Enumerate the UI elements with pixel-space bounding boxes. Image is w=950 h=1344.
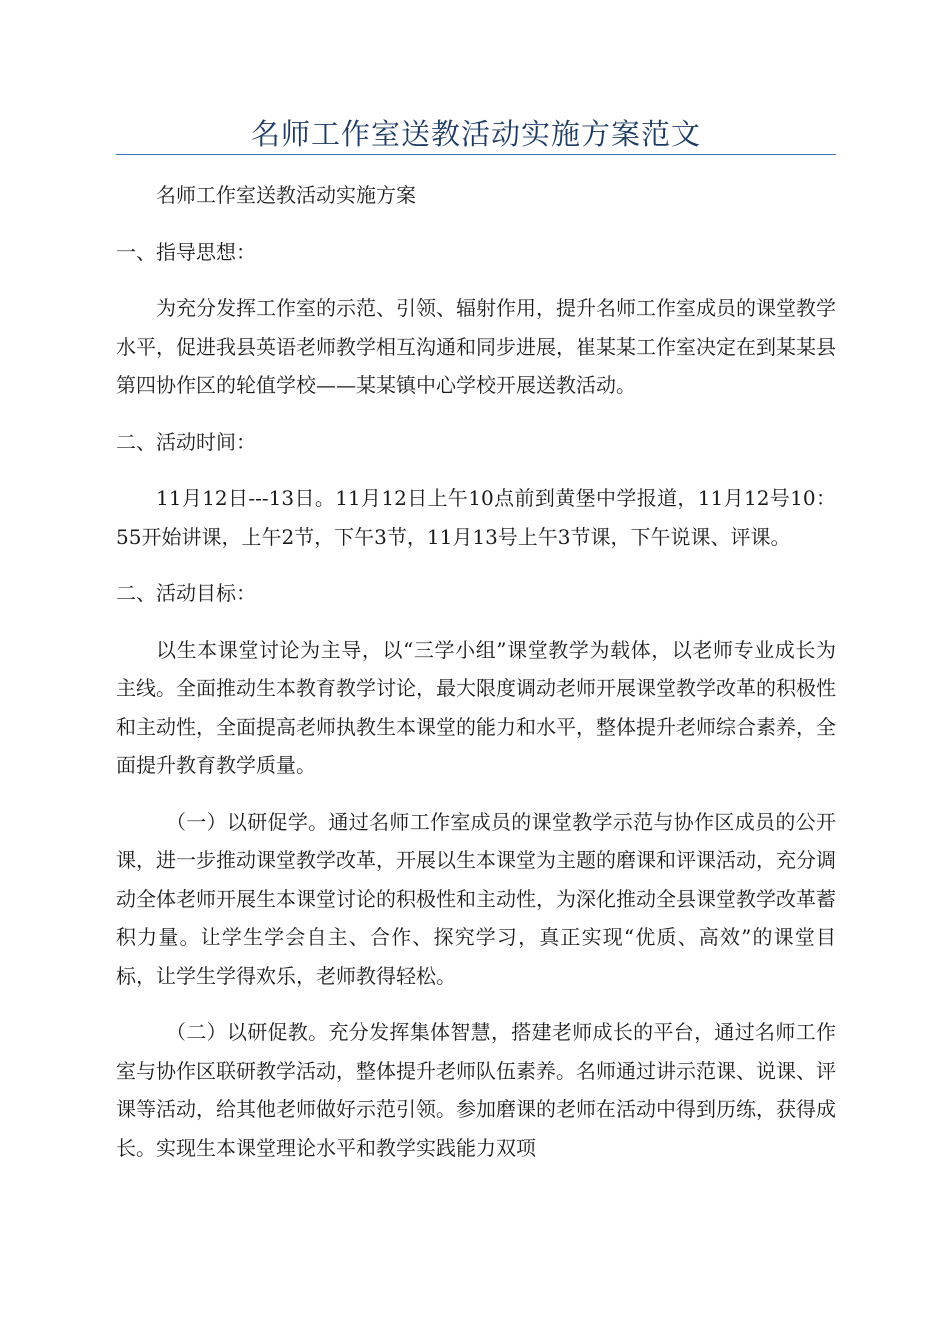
- section-heading-guiding-thought: 一、指导思想：: [116, 239, 256, 264]
- section-heading-activity-time: 二、活动时间：: [116, 429, 256, 454]
- paragraph-guiding-thought: 为充分发挥工作室的示范、引领、辐射作用，提升名师工作室成员的课堂教学水平，促进我县英语老师教学相互沟通和同步进展，崔某某工作室决定在到某某县第四协作区的轮值学校——某某镇中心学校开展送教活动。: [116, 296, 836, 397]
- paragraph-research-promotes-learning: （一）以研促学。通过名师工作室成员的课堂教学示范与协作区成员的公开课，进一步推动课堂教学改革，开展以生本课堂为主题的磨课和评课活动，充分调动全体老师开展生本课堂讨论的积极性和主动性，为深化推动全县课堂教学改革蓄积力量。让学生学会自主、合作、探究学习，真正实现“优质、高效”的课堂目标，让学生学得欢乐，老师教得轻松。: [116, 809, 836, 988]
- paragraph-activity-time: 11月12日---13日。11月12日上午10点前到黄堡中学报道，11月12号10：55开始讲课，上午2节，下午3节，11月13号上午3节课，下午说课、评课。: [116, 486, 836, 549]
- subtitle-paragraph: 名师工作室送教活动实施方案: [156, 183, 416, 207]
- section-heading-activity-goal: 二、活动目标：: [116, 581, 256, 605]
- document-title: 名师工作室送教活动实施方案范文: [250, 117, 701, 151]
- paragraph-research-promotes-teaching: （二）以研促教。充分发挥集体智慧，搭建老师成长的平台，通过名师工作室与协作区联研教学活动，整体提升老师队伍素养。名师通过讲示范课、说课、评课等活动，给其他老师做好示范引领。参加磨课的老师在活动中得到历练，获得成长。实现生本课堂理论水平和教学实践能力双项: [116, 1020, 836, 1160]
- title-underline: [116, 154, 836, 155]
- document-body: [116, 176, 836, 1185]
- paragraph-activity-goal: 以生本课堂讨论为主导，以“三学小组”课堂教学为载体，以老师专业成长为主线。全面推动生本教育教学讨论，最大限度调动老师开展课堂教学改革的积极性和主动性，全面提高老师执教生本课堂的能力和水平，整体提升老师综合素养，全面提升教育教学质量。: [116, 637, 836, 777]
